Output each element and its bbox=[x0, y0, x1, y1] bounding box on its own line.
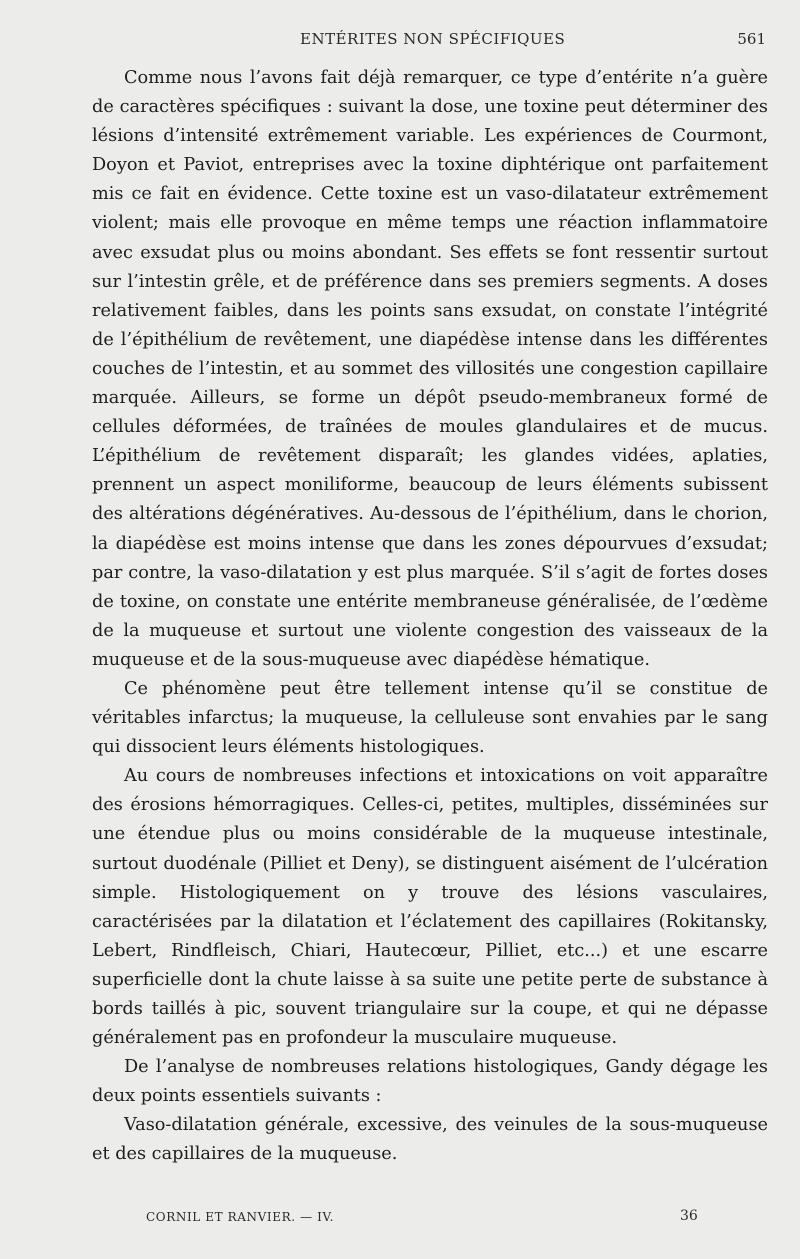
paragraph-gandy-analysis: De l’analyse de nombreuses relations histologiques, Gandy dégage les deux points essentiels suivants : bbox=[92, 1057, 768, 1107]
paragraph-toxin-effects: Comme nous l’avons fait déjà remarquer, ce type d’entérite n’a guère de caractères spécifiques : suivant la dose, une toxine peut déterminer des lésions d’intensité extrêmement variable. Les expériences de Courmont, Doyon et Paviot, entreprises avec la toxine diphtérique ont parfaitement mis ce fait en évidence. Cette toxine est un vaso-dilatateur extrêmement violent; mais elle provoque en même temps une réaction inflammatoire avec exsudat plus ou moins abondant. Ses effets se font ressentir surtout sur l’intestin grêle, et de préférence dans ses premiers segments. A doses relativement faibles, dans les points sans exsudat, on constate l’intégrité de l’épithélium de revêtement, une diapédèse intense dans les différentes couches de l’intestin, et au sommet des villosités une congestion capillaire marquée. Ailleurs, se forme un dépôt pseudo-membraneux formé de cellules déformées, de traînées de moules glandulaires et de mucus. L’épithélium de revêtement disparaît; les glandes vidées, aplaties, prennent un aspect moniliforme, beaucoup de leurs éléments subissent des altérations dégénératives. Au-dessous de l’épithélium, dans le chorion, la diapédèse est moins intense que dans les zones dépourvues d’exsudat; par contre, la vaso-dilatation y est plus marquée. S’il s’agit de fortes doses de toxine, on constate une entérite membraneuse généralisée, de l’œdème de la muqueuse et surtout une violente congestion des vaisseaux de la muqueuse et de la sous-muqueuse avec diapédèse hématique. bbox=[92, 68, 768, 670]
paragraph-hemorrhagic-erosions: Au cours de nombreuses infections et intoxications on voit apparaître des érosions hémorragiques. Celles-ci, petites, multiples, disséminées sur une étendue plus ou moins considérable de la muqueuse intestinale, surtout duodénale (Pilliet et Deny), se distinguent aisément de l’ulcération simple. Histologiquement on y trouve des lésions vasculaires, caractérisées par la dilatation et l’éclatement des capillaires (Rokitansky, Lebert, Rindfleisch, Chiari, Hautecœur, Pilliet, etc...) et une escarre superficielle dont la chute laisse à sa suite une petite perte de substance à bords taillés à pic, souvent triangulaire sur la coupe, et qui ne dépasse généralement pas en profondeur la musculaire muqueuse. bbox=[92, 766, 768, 1049]
running-header bbox=[0, 26, 800, 56]
body-text bbox=[92, 64, 768, 1170]
printer-signature: CORNIL ET RANVIER. — IV. bbox=[146, 1210, 335, 1224]
running-title: ENTÉRITES NON SPÉCIFIQUES bbox=[300, 30, 566, 48]
page-footer bbox=[0, 1208, 800, 1232]
paragraph-vaso-dilatation: Vaso-dilatation générale, excessive, des veinules de la sous-muqueuse et des capillaires de la muqueuse. bbox=[92, 1115, 768, 1165]
paragraph-infarctus: Ce phénomène peut être tellement intense qu’il se constitue de véritables infarctus; la muqueuse, la celluleuse sont envahies par le sang qui dissocient leurs éléments histologiques. bbox=[92, 678, 768, 758]
page-number: 561 bbox=[737, 30, 766, 48]
sheet-number: 36 bbox=[680, 1208, 698, 1224]
